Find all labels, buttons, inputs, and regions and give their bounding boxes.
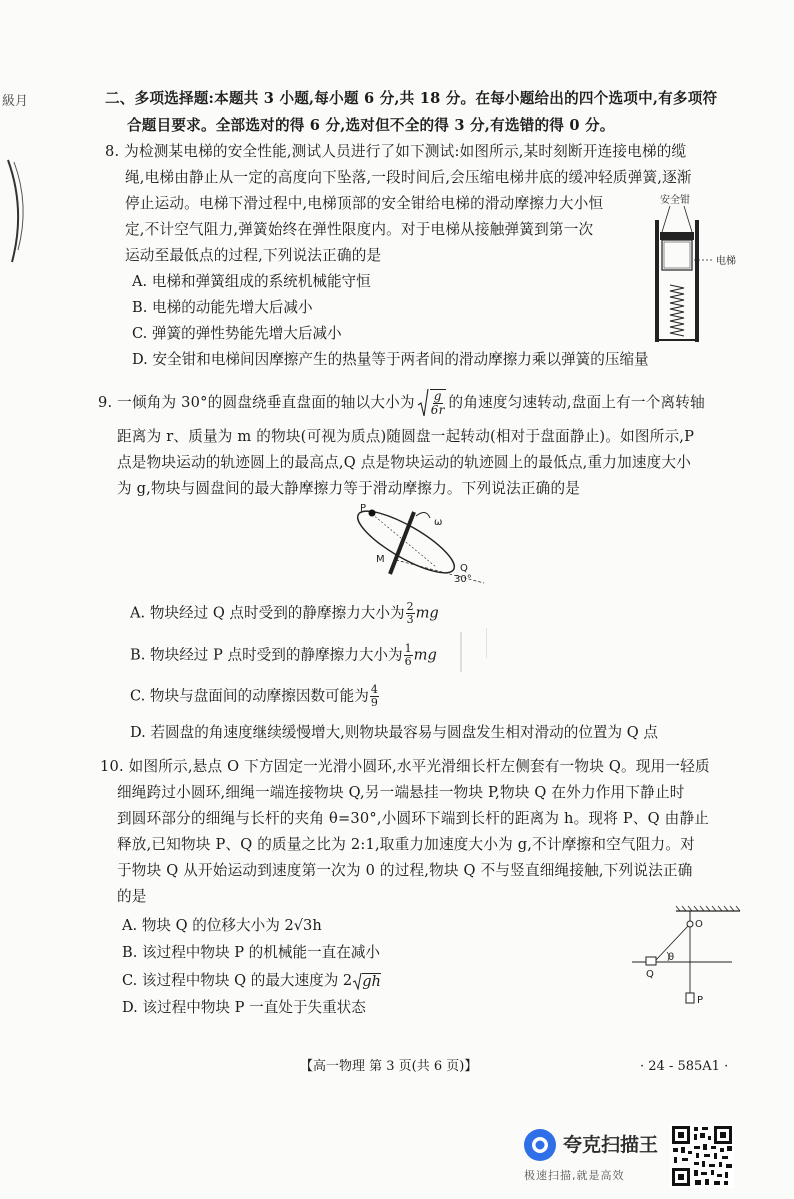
frac-denominator: 6 (404, 655, 412, 668)
label-o: O (695, 919, 703, 930)
label-angle: 30° (454, 574, 472, 585)
label-omega: ω (434, 517, 443, 528)
q9-option-a (130, 601, 439, 626)
q9-line1-pre: 9. 一倾角为 30°的圆盘绕垂直盘面的轴以大小为 (98, 394, 415, 411)
q10-option-d: D. 该过程中物块 P 一直处于失重状态 (122, 999, 366, 1016)
label-m: M (376, 554, 385, 565)
scanner-slogan: 极速扫描,就是高效 (524, 1169, 625, 1182)
scanner-logo-icon (522, 1127, 558, 1163)
sqrt-expression (352, 972, 381, 990)
elevator-label: 电梯 (716, 256, 736, 267)
doc-code: · 24 - 585A1 · (640, 1059, 729, 1074)
scanner-brand: 夸克扫描王 (563, 1134, 659, 1156)
margin-mark: 級月 (2, 94, 29, 109)
sqrt-denominator: 6r (430, 403, 445, 417)
margin-scribble (0, 150, 40, 270)
section-heading-1: 二、多项选择题:本题共 3 小题,每小题 6 分,共 18 分。在每小题给出的四个选项中,有多项符 (105, 90, 718, 107)
q10-line: 的是 (117, 888, 147, 905)
q10-line: 细绳跨过小圆环,细绳一端连接物块 Q,另一端悬挂一物块 P,物块 Q 在外力作用下静止时 (117, 784, 685, 801)
q9-line1 (98, 388, 705, 418)
radicand: gh (362, 973, 381, 990)
qr-code-icon (670, 1124, 734, 1188)
q10-option-b: B. 该过程中物块 P 的机械能一直在减小 (122, 944, 381, 961)
q8-option-c: C. 弹簧的弹性势能先增大后减小 (132, 325, 342, 342)
elevator-figure (640, 190, 750, 345)
sqrt-numerator: g (433, 389, 442, 403)
scan-artifact (486, 628, 487, 658)
q8-option-b: B. 电梯的动能先增大后减小 (132, 299, 313, 316)
page-footer: 【高一物理 第 3 页(共 6 页)】 (300, 1059, 478, 1074)
label-q: Q (646, 969, 654, 980)
q9-option-c-text: C. 物块与盘面间的动摩擦因数可能为 (130, 687, 369, 705)
q8-option-d: D. 安全钳和电梯间因摩擦产生的热量等于两者间的滑动摩擦力乘以弹簧的压缩量 (132, 351, 649, 368)
q9-line: 距离为 r、质量为 m 的物块(可视为质点)随圆盘一起转动(相对于盘面静止)。如图所示,P (117, 428, 695, 445)
q8-line: 8. 为检测某电梯的安全性能,测试人员进行了如下测试:如图所示,某时刻断开连接电梯的缆 (105, 143, 687, 160)
pulley-figure (632, 905, 744, 1010)
sqrt-expression (417, 388, 447, 418)
q10-line: 释放,已知物块 P、Q 的质量之比为 2:1,取重力加速度大小为 g,不计摩擦和空气阻力。对 (117, 836, 695, 853)
q9-line: 点是物块运动的轨迹圆上的最高点,Q 点是物块运动的轨迹圆上的最低点,重力加速度大小 (117, 454, 692, 471)
q9-option-c (130, 684, 380, 709)
q8-line: 停止运动。电梯下滑过程中,电梯顶部的安全钳给电梯的滑动摩擦力大小恒 (125, 195, 604, 212)
frac-numerator: 4 (370, 683, 378, 696)
q9-line1-post: 的角速度匀速转动,盘面上有一个离转轴 (448, 394, 705, 411)
radical-sign (417, 388, 429, 418)
q10-line: 到圆环部分的细绳与长杆的夹角 θ=30°,小圆环下端到长杆的距离为 h。现将 P、Q 由静止 (117, 810, 710, 827)
q8-option-a: A. 电梯和弹簧组成的系统机械能守恒 (132, 273, 371, 290)
frac-numerator: 1 (404, 642, 412, 655)
frac-numerator: 2 (406, 600, 414, 613)
label-p: P (360, 503, 367, 514)
q9-line: 为 g,物块与圆盘间的最大静摩擦力等于滑动摩擦力。下列说法正确的是 (117, 480, 581, 497)
q9-option-a-text: A. 物块经过 Q 点时受到的静摩擦力大小为 (130, 604, 405, 622)
radical-sign (352, 972, 362, 990)
q10-option-c-text: C. 该过程中物块 Q 的最大速度为 2 (122, 972, 353, 989)
q8-line: 绳,电梯由静止从一定的高度向下坠落,一段时间后,会压缩电梯井底的缓冲轻质弹簧,逐渐 (125, 169, 692, 186)
q10-option-c (122, 971, 381, 991)
q9-option-a-unit: mg (415, 604, 439, 622)
q8-line: 运动至最低点的过程,下列说法正确的是 (125, 247, 382, 264)
q8-line: 定,不计空气阻力,弹簧始终在弹性限度内。对于电梯从接触弹簧到第一次 (125, 221, 594, 238)
label-p: P (697, 995, 704, 1006)
q10-line: 于物块 Q 从开始运动到速度第一次为 0 的过程,物块 Q 不与竖直细绳接触,下列说法正确 (117, 862, 693, 879)
q9-option-b (130, 643, 437, 668)
frac-denominator: 9 (370, 696, 378, 709)
q10-line: 10. 如图所示,悬点 O 下方固定一光滑小圆环,水平光滑细长杆左侧套有一物块 Q。现用一轻质 (100, 758, 710, 775)
section-heading-2: 合题目要求。全部选对的得 6 分,选对但不全的得 3 分,有选错的得 0 分。 (127, 117, 615, 134)
disc-figure (356, 500, 491, 592)
frac-denominator: 3 (406, 613, 414, 626)
label-theta: θ (668, 952, 675, 963)
clamp-label: 安全钳 (660, 195, 690, 206)
q9-option-b-text: B. 物块经过 P 点时受到的静摩擦力大小为 (130, 646, 403, 664)
q9-option-d: D. 若圆盘的角速度继续缓慢增大,则物块最容易与圆盘发生相对滑动的位置为 Q 点 (130, 724, 658, 741)
q9-option-b-unit: mg (413, 646, 437, 664)
scan-artifact (460, 632, 462, 672)
q10-option-a: A. 物块 Q 的位移大小为 2√3h (122, 917, 322, 934)
label-q: Q (460, 563, 468, 574)
